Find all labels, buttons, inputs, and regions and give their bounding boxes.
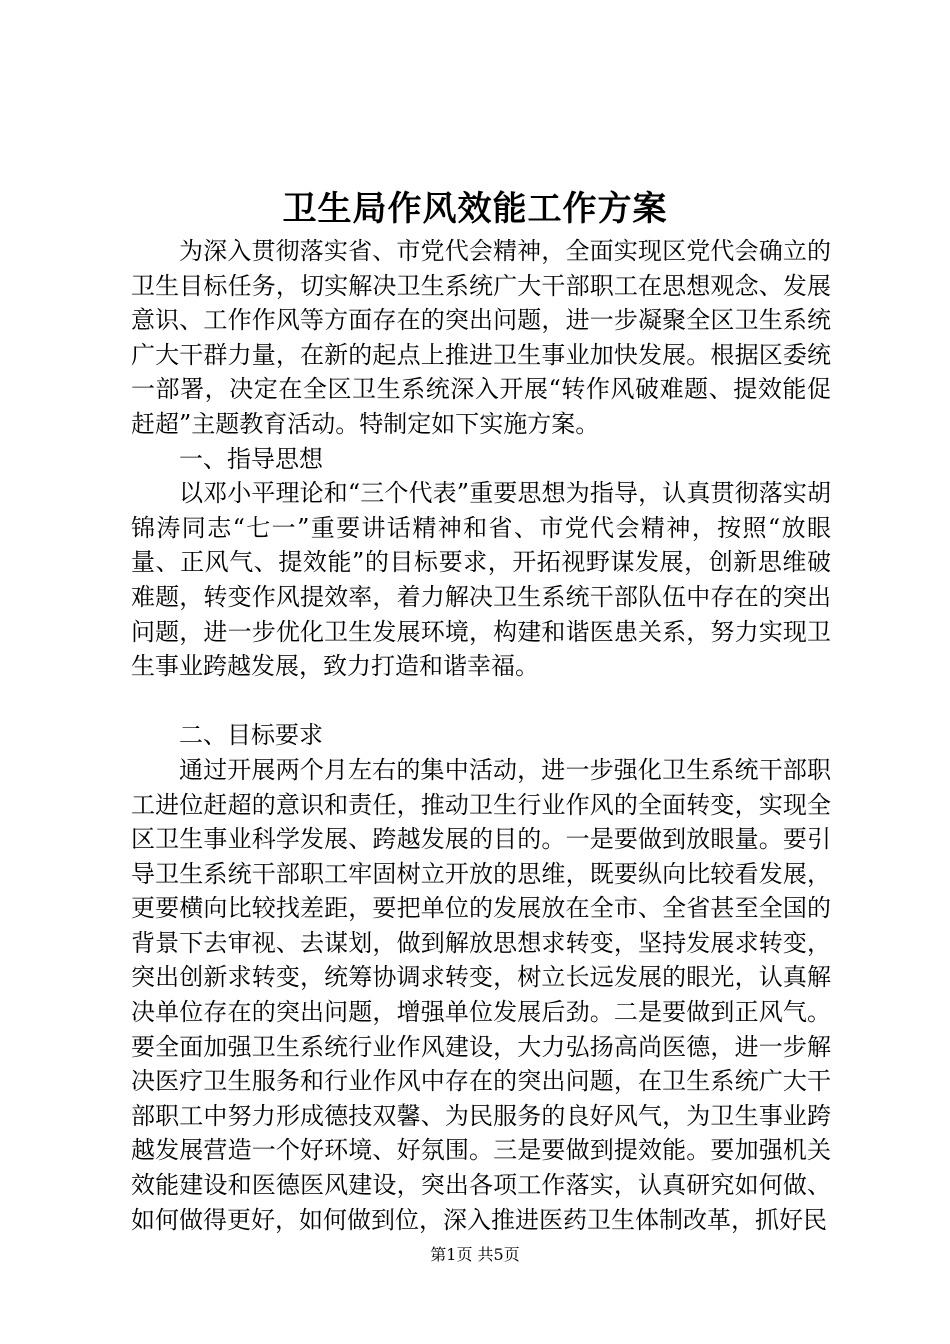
page-number-footer: 第1页 共5页 [430,1245,520,1264]
paragraph-spacer [131,684,831,719]
section-heading-guiding-ideology: 一、指导思想 [179,444,323,473]
intro-paragraph: 为深入贯彻落实省、市党代会精神，全面实现区党代会确立的卫生目标任务，切实解决卫生系统广大干部职工在思想观念、发展意识、工作作风等方面存在的突出问题，进一步凝聚全区卫生系统广大干群力量，在新的起点上推进卫生事业加快发展。根据区委统一部署，决定在全区卫生系统深入开展“转作风破难题、提效能促赶超”主题教育活动。特制定如下实施方案。 [131,237,831,438]
section-heading-goals: 二、目标要求 [179,721,323,750]
guiding-ideology-paragraph: 以邓小平理论和“三个代表”重要思想为指导，认真贯彻落实胡锦涛同志“七一”重要讲话精神和省、市党代会精神，按照“放眼量、正风气、提效能”的目标要求，开拓视野谋发展，创新思维破难题，转变作风提效率，着力解决卫生系统干部队伍中存在的突出问题，进一步优化卫生发展环境，构建和谐医患关系，努力实现卫生事业跨越发展，致力打造和谐幸福。 [131,479,831,681]
goals-paragraph: 通过开展两个月左右的集中活动，进一步强化卫生系统干部职工进位赶超的意识和责任，推动卫生行业作风的全面转变，实现全区卫生事业科学发展、跨越发展的目的。一是要做到放眼量。要引导卫生系统干部职工牢固树立开放的思维，既要纵向比较看发展，更要横向比较找差距，要把单位的发展放在全市、全省甚至全国的背景下去审视、去谋划，做到解放思想求转变，坚持发展求转变，突出创新求转变，统筹协调求转变，树立长远发展的眼光，认真解决单位存在的突出问题，增强单位发展后劲。二是要做到正风气。要全面加强卫生系统行业作风建设，大力弘扬高尚医德，进一步解决医疗卫生服务和行业作风中存在的突出问题，在卫生系统广大干部职工中努力形成德技双馨、为民服务的良好风气，为卫生事业跨越发展营造一个好环境、好氛围。三是要做到提效能。要加强机关效能建设和医德医风建设，突出各项工作落实，认真研究如何做、如何做得更好，如何做到位，深入推进医药卫生体制改革，抓好民 [131,755,831,1234]
document-title: 卫生局作风效能工作方案 [282,189,668,229]
document-body [131,234,831,1237]
